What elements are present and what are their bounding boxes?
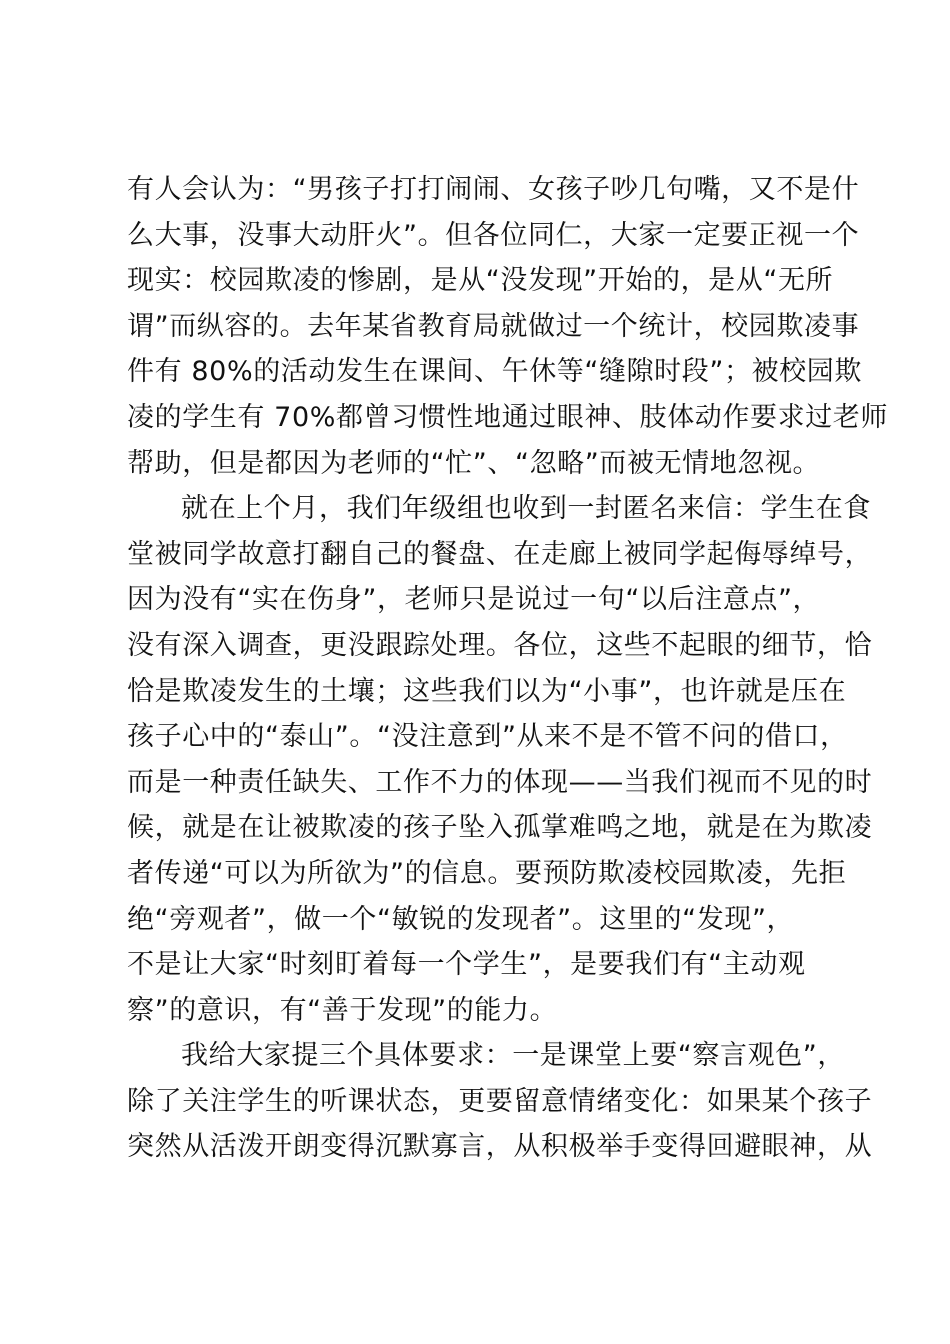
text-line: 没有深入调查，更没跟踪处理。各位，这些不起眼的细节，恰 bbox=[127, 629, 873, 661]
text-line: 恰是欺凌发生的土壤；这些我们以为“小事”，也许就是压在 bbox=[127, 675, 847, 707]
text-line: 堂被同学故意打翻自己的餐盘、在走廊上被同学起侮辱绰号， bbox=[127, 538, 873, 570]
text-line: 件有 80%的活动发生在课间、午休等“缝隙时段”；被校园欺 bbox=[127, 356, 862, 388]
text-line: 者传递“可以为所欲为”的信息。要预防欺凌校园欺凌，先拒 bbox=[127, 857, 847, 889]
text-line: 凌的学生有 70%都曾习惯性地通过眼神、肢体动作要求过老师 bbox=[127, 401, 888, 433]
text-line: 么大事，没事大动肝火”。但各位同仁，大家一定要正视一个 bbox=[127, 219, 860, 251]
text-line: 突然从活泼开朗变得沉默寡言，从积极举手变得回避眼神，从 bbox=[127, 1131, 873, 1163]
text-line: 现实：校园欺凌的惨剧，是从“没发现”开始的，是从“无所 bbox=[127, 265, 834, 297]
paragraph bbox=[127, 486, 873, 1033]
text-line: 不是让大家“时刻盯着每一个学生”，是要我们有“主动观 bbox=[127, 949, 806, 981]
paragraph bbox=[127, 1033, 873, 1170]
text-line: 因为没有“实在伤身”，老师只是说过一句“以后注意点”， bbox=[127, 584, 821, 616]
text-line: 谓”而纵容的。去年某省教育局就做过一个统计，校园欺凌事 bbox=[127, 310, 860, 342]
text-line: 而是一种责任缺失、工作不力的体现——当我们视而不见的时 bbox=[127, 766, 873, 798]
text-line: 有人会认为：“男孩子打打闹闹、女孩子吵几句嘴，又不是什 bbox=[127, 174, 860, 205]
text-line: 就在上个月，我们年级组也收到一封匿名来信：学生在食 bbox=[181, 493, 871, 525]
document-body bbox=[127, 167, 888, 1170]
text-line: 察”的意识，有“善于发现”的能力。 bbox=[127, 994, 558, 1026]
text-line: 绝“旁观者”，做一个“敏锐的发现者”。这里的“发现”， bbox=[127, 903, 795, 935]
text-line: 除了关注学生的听课状态，更要留意情绪变化：如果某个孩子 bbox=[127, 1085, 873, 1117]
text-line: 我给大家提三个具体要求：一是课堂上要“察言观色”， bbox=[181, 1040, 845, 1072]
text-line: 候，就是在让被欺凌的孩子坠入孤掌难鸣之地，就是在为欺凌 bbox=[127, 812, 873, 844]
text-line: 孩子心中的“泰山”。“没注意到”从来不是不管不问的借口， bbox=[127, 721, 848, 753]
paragraph bbox=[127, 167, 888, 486]
text-line: 帮助，但是都因为老师的“忙”、“忽略”而被无情地忽视。 bbox=[127, 447, 821, 479]
